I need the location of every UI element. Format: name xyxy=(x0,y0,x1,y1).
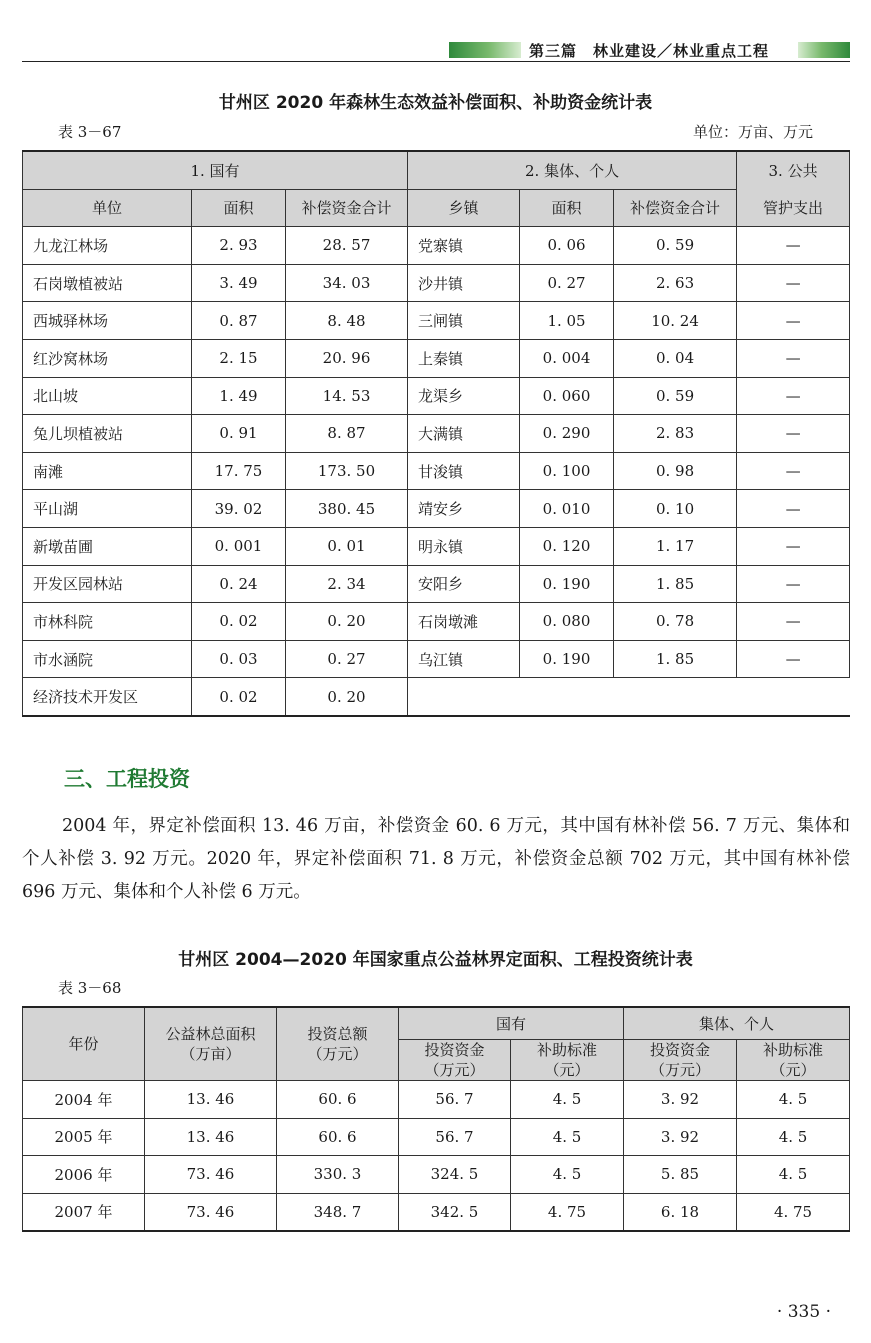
col-state-fund-header xyxy=(399,1040,511,1081)
town-cell: 沙井镇 xyxy=(408,264,520,302)
section-paragraph: 2004 年，界定补偿面积 13. 46 万亩，补偿资金 60. 6 万元，其中国有林补偿 56. 7 万元、集体和个人补偿 3. 92 万元。2020 年，界定补偿面积 71. 8 万元，补偿资金总额 702 万元，其中国有林补偿 696 万元、集体和个人补偿 6 万元。 xyxy=(22,816,850,902)
table1-row xyxy=(23,415,850,453)
coll-standard-cell: 4. 5 xyxy=(737,1118,850,1156)
coll-standard-unit: （元） xyxy=(770,1061,816,1079)
area2-cell: 0. 004 xyxy=(520,339,614,377)
fund-cell: 0. 20 xyxy=(286,678,408,716)
table2-row xyxy=(23,1081,850,1119)
fund2-cell: 0. 10 xyxy=(614,490,737,528)
fund2-cell: 0. 98 xyxy=(614,452,737,490)
fund2-cell: 0. 59 xyxy=(614,377,737,415)
area-cell: 0. 24 xyxy=(192,565,286,603)
area-total-label: 公益林总面积 xyxy=(165,1025,256,1043)
area-cell: 39. 02 xyxy=(192,490,286,528)
col-coll-standard-header xyxy=(737,1040,850,1081)
table1-title: 甘州区 2020 年森林生态效益补偿面积、补助资金统计表 xyxy=(218,93,653,113)
table2-title: 甘州区 2004—2020 年国家重点公益林界定面积、工程投资统计表 xyxy=(178,950,693,970)
public-cell: — xyxy=(737,452,850,490)
public-cell: — xyxy=(737,603,850,641)
town-cell: 三闸镇 xyxy=(408,302,520,340)
empty-cell xyxy=(408,678,850,716)
public-cell: — xyxy=(737,640,850,678)
state-standard-label: 补助标准 xyxy=(537,1041,598,1059)
fund-cell: 0. 27 xyxy=(286,640,408,678)
fund2-cell: 1. 17 xyxy=(614,527,737,565)
col-area-header: 面积 xyxy=(192,189,286,227)
state-fund-cell: 56. 7 xyxy=(399,1081,511,1119)
unit-cell: 市水涵院 xyxy=(23,640,192,678)
table1-row xyxy=(23,603,850,641)
unit-cell: 九龙江林场 xyxy=(23,227,192,265)
town-cell: 靖安乡 xyxy=(408,490,520,528)
area2-cell: 0. 010 xyxy=(520,490,614,528)
state-standard-cell: 4. 5 xyxy=(511,1156,624,1194)
fund2-cell: 0. 59 xyxy=(614,227,737,265)
coll-fund-unit: （万元） xyxy=(650,1061,711,1079)
town-cell: 石岗墩滩 xyxy=(408,603,520,641)
unit-cell: 新墩苗圃 xyxy=(23,527,192,565)
public-cell: — xyxy=(737,565,850,603)
unit-cell: 开发区园林站 xyxy=(23,565,192,603)
total-cell: 60. 6 xyxy=(277,1081,399,1119)
header-decor-bar-right xyxy=(798,42,850,58)
group-state-header: 1. 国有 xyxy=(23,151,408,189)
area-cell: 13. 46 xyxy=(145,1118,277,1156)
fund2-cell: 1. 85 xyxy=(614,640,737,678)
public-cell: — xyxy=(737,527,850,565)
table2-row xyxy=(23,1193,850,1231)
area-cell: 1. 49 xyxy=(192,377,286,415)
fund2-cell: 2. 83 xyxy=(614,415,737,453)
table2-row xyxy=(23,1118,850,1156)
table2-row xyxy=(23,1156,850,1194)
unit-cell: 西城驿林场 xyxy=(23,302,192,340)
table1-row xyxy=(23,452,850,490)
area-cell: 73. 46 xyxy=(145,1156,277,1194)
header-decor-bar-left xyxy=(449,42,521,58)
area-cell: 17. 75 xyxy=(192,452,286,490)
fund2-cell: 0. 78 xyxy=(614,603,737,641)
area2-cell: 0. 080 xyxy=(520,603,614,641)
state-standard-cell: 4. 75 xyxy=(511,1193,624,1231)
area-cell: 0. 87 xyxy=(192,302,286,340)
invest-total-label: 投资总额 xyxy=(307,1025,368,1043)
area2-cell: 0. 060 xyxy=(520,377,614,415)
coll-fund-cell: 3. 92 xyxy=(624,1081,737,1119)
year-cell: 2004 年 xyxy=(23,1081,145,1119)
col-unit-header: 单位 xyxy=(23,189,192,227)
area2-cell: 0. 290 xyxy=(520,415,614,453)
group-collective-header: 集体、个人 xyxy=(624,1007,850,1040)
town-cell: 安阳乡 xyxy=(408,565,520,603)
area-cell: 73. 46 xyxy=(145,1193,277,1231)
town-cell: 大满镇 xyxy=(408,415,520,453)
table1-unit: 单位：万亩、万元 xyxy=(692,123,813,141)
table2-header-row-1 xyxy=(23,1007,850,1040)
table1-row xyxy=(23,264,850,302)
unit-cell: 北山坡 xyxy=(23,377,192,415)
area2-cell: 0. 120 xyxy=(520,527,614,565)
fund-cell: 0. 20 xyxy=(286,603,408,641)
header-rule xyxy=(22,61,850,62)
unit-cell: 平山湖 xyxy=(23,490,192,528)
state-fund-label: 投资资金 xyxy=(424,1041,485,1059)
area-cell: 0. 02 xyxy=(192,603,286,641)
public-cell: — xyxy=(737,490,850,528)
col-invest-total-header xyxy=(277,1007,399,1081)
area-total-unit: （万亩） xyxy=(180,1045,241,1063)
area-cell: 2. 93 xyxy=(192,227,286,265)
table1-row xyxy=(23,565,850,603)
area2-cell: 0. 100 xyxy=(520,452,614,490)
table1-row xyxy=(23,302,850,340)
table1-group-header-row xyxy=(23,151,850,189)
table1-row xyxy=(23,227,850,265)
fund2-cell: 1. 85 xyxy=(614,565,737,603)
col-public-header: 管护支出 xyxy=(737,189,850,227)
unit-cell: 南滩 xyxy=(23,452,192,490)
col-state-standard-header xyxy=(511,1040,624,1081)
table1-row xyxy=(23,678,850,716)
area2-cell: 0. 190 xyxy=(520,640,614,678)
area-cell: 0. 03 xyxy=(192,640,286,678)
table1-row xyxy=(23,527,850,565)
state-standard-unit: （元） xyxy=(544,1061,590,1079)
col-fund-header: 补偿资金合计 xyxy=(286,189,408,227)
header-chapter-title: 第三篇 林业建设／林业重点工程 xyxy=(529,42,770,60)
unit-cell: 市林科院 xyxy=(23,603,192,641)
state-fund-cell: 56. 7 xyxy=(399,1118,511,1156)
year-cell: 2006 年 xyxy=(23,1156,145,1194)
table1-row xyxy=(23,490,850,528)
col-year-header: 年份 xyxy=(23,1007,145,1081)
table1-col-header-row xyxy=(23,189,850,227)
town-cell: 上秦镇 xyxy=(408,339,520,377)
area-cell: 0. 91 xyxy=(192,415,286,453)
area2-cell: 0. 27 xyxy=(520,264,614,302)
coll-standard-label: 补助标准 xyxy=(763,1041,824,1059)
unit-cell: 经济技术开发区 xyxy=(23,678,192,716)
coll-fund-cell: 3. 92 xyxy=(624,1118,737,1156)
table1-row xyxy=(23,640,850,678)
col-coll-fund-header xyxy=(624,1040,737,1081)
fund-cell: 0. 01 xyxy=(286,527,408,565)
coll-fund-cell: 5. 85 xyxy=(624,1156,737,1194)
col-area2-header: 面积 xyxy=(520,189,614,227)
table1 xyxy=(22,150,850,717)
fund2-cell: 2. 63 xyxy=(614,264,737,302)
group-state-header: 国有 xyxy=(399,1007,624,1040)
year-cell: 2005 年 xyxy=(23,1118,145,1156)
col-fund2-header: 补偿资金合计 xyxy=(614,189,737,227)
public-cell: — xyxy=(737,339,850,377)
area-cell: 2. 15 xyxy=(192,339,286,377)
unit-cell: 石岗墩植被站 xyxy=(23,264,192,302)
town-cell: 党寨镇 xyxy=(408,227,520,265)
group-public-header: 3. 公共 xyxy=(737,151,850,189)
table2 xyxy=(22,1006,850,1232)
group-collective-header: 2. 集体、个人 xyxy=(408,151,737,189)
total-cell: 60. 6 xyxy=(277,1118,399,1156)
public-cell: — xyxy=(737,302,850,340)
town-cell: 龙渠乡 xyxy=(408,377,520,415)
state-standard-cell: 4. 5 xyxy=(511,1081,624,1119)
area-cell: 0. 02 xyxy=(192,678,286,716)
fund2-cell: 0. 04 xyxy=(614,339,737,377)
fund2-cell: 10. 24 xyxy=(614,302,737,340)
area-cell: 0. 001 xyxy=(192,527,286,565)
public-cell: — xyxy=(737,377,850,415)
col-town-header: 乡镇 xyxy=(408,189,520,227)
town-cell: 甘浚镇 xyxy=(408,452,520,490)
town-cell: 乌江镇 xyxy=(408,640,520,678)
area-cell: 3. 49 xyxy=(192,264,286,302)
public-cell: — xyxy=(737,415,850,453)
coll-fund-cell: 6. 18 xyxy=(624,1193,737,1231)
area-cell: 13. 46 xyxy=(145,1081,277,1119)
fund-cell: 20. 96 xyxy=(286,339,408,377)
fund-cell: 34. 03 xyxy=(286,264,408,302)
table2-number: 表 3－68 xyxy=(58,979,122,997)
table1-number: 表 3－67 xyxy=(58,123,122,141)
public-cell: — xyxy=(737,227,850,265)
fund-cell: 8. 48 xyxy=(286,302,408,340)
public-cell: — xyxy=(737,264,850,302)
unit-cell: 兔儿坝植被站 xyxy=(23,415,192,453)
coll-standard-cell: 4. 5 xyxy=(737,1156,850,1194)
town-cell: 明永镇 xyxy=(408,527,520,565)
unit-cell: 红沙窝林场 xyxy=(23,339,192,377)
page-number: · 335 · xyxy=(776,1302,831,1322)
coll-fund-label: 投资资金 xyxy=(650,1041,711,1059)
state-fund-cell: 342. 5 xyxy=(399,1193,511,1231)
state-fund-unit: （万元） xyxy=(424,1061,485,1079)
table1-row xyxy=(23,377,850,415)
area2-cell: 1. 05 xyxy=(520,302,614,340)
col-area-total-header xyxy=(145,1007,277,1081)
section-heading: 三、工程投资 xyxy=(64,767,190,791)
fund-cell: 380. 45 xyxy=(286,490,408,528)
fund-cell: 2. 34 xyxy=(286,565,408,603)
area2-cell: 0. 06 xyxy=(520,227,614,265)
fund-cell: 14. 53 xyxy=(286,377,408,415)
total-cell: 330. 3 xyxy=(277,1156,399,1194)
fund-cell: 8. 87 xyxy=(286,415,408,453)
invest-total-unit: （万元） xyxy=(307,1045,368,1063)
area2-cell: 0. 190 xyxy=(520,565,614,603)
fund-cell: 28. 57 xyxy=(286,227,408,265)
total-cell: 348. 7 xyxy=(277,1193,399,1231)
fund-cell: 173. 50 xyxy=(286,452,408,490)
year-cell: 2007 年 xyxy=(23,1193,145,1231)
state-standard-cell: 4. 5 xyxy=(511,1118,624,1156)
coll-standard-cell: 4. 75 xyxy=(737,1193,850,1231)
table1-row xyxy=(23,339,850,377)
coll-standard-cell: 4. 5 xyxy=(737,1081,850,1119)
running-header xyxy=(22,38,850,62)
state-fund-cell: 324. 5 xyxy=(399,1156,511,1194)
